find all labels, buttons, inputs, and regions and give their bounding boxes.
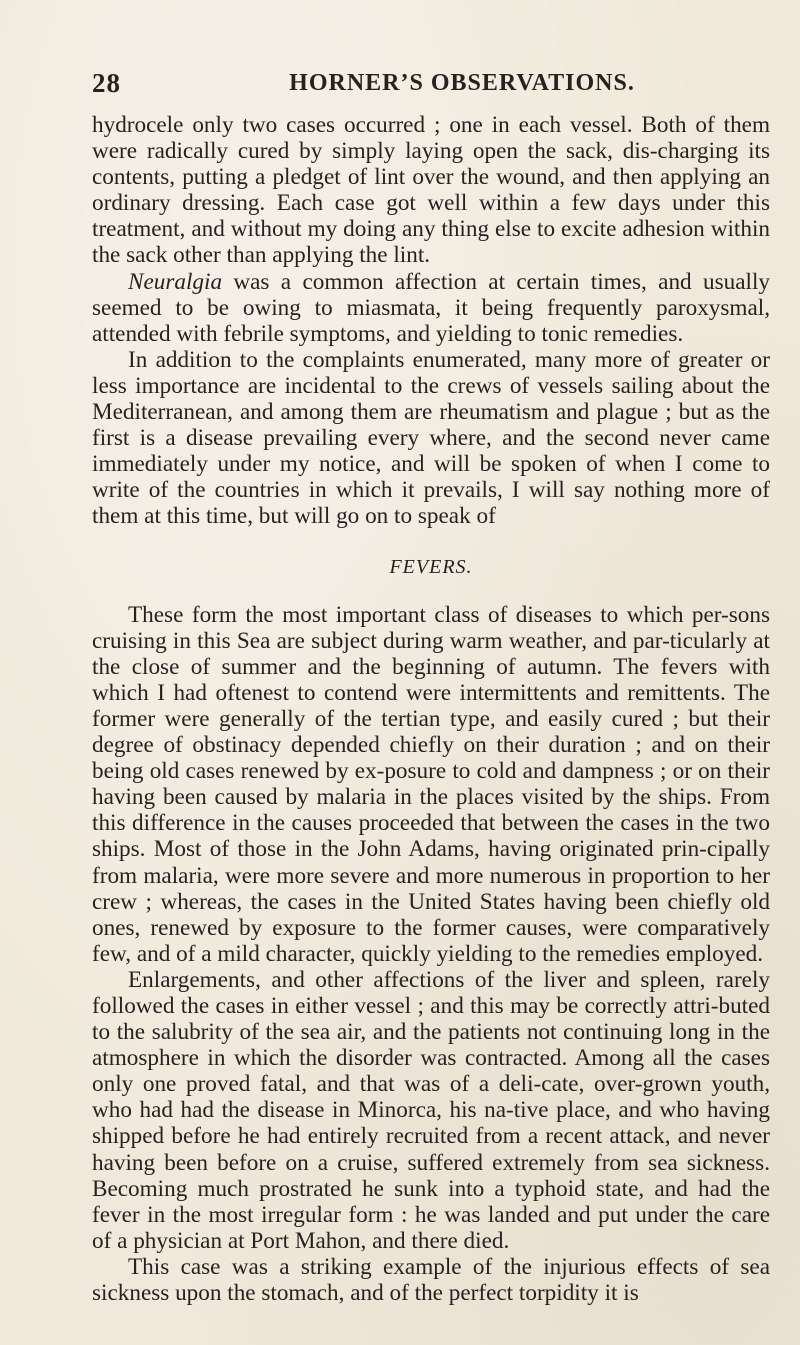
paragraph-neuralgia (92, 269, 770, 347)
running-title: HORNER’S OBSERVATIONS. (289, 70, 635, 96)
paragraph-other-complaints: In addition to the complaints enumerated, many more of greater or less importance are incidental to the crews of vessels sailing about the Mediterranean, and among them are rheumatism and plague ; but as the first is a disease prevailing every where, and the second never came immediately under my notice, and will be spoken of when I come to write of the countries in which it prevails, I will say nothing more of them at this time, but will go on to speak of (92, 346, 770, 530)
paragraph-sea-sickness: This case was a striking example of the injurious effects of sea sickness upon the stomach, and of the perfect torpidity it is (92, 1253, 770, 1307)
section-heading-text: FEVERS. (389, 555, 473, 578)
page-body (92, 112, 770, 1306)
paragraph-enlargements: Enlargements, and other affections of the liver and spleen, rarely followed the cases in either vessel ; and this may be correctly attri-buted to the salubrity of the sea air, and the patients not continuing long in the atmosphere in which the disorder was contracted. Among all the cases only one proved fatal, and that was of a deli-cate, over-grown youth, who had had the disease in Minorca, his na-tive place, and who having shipped before he had entirely recruited from a recent attack, and never having been before on a cruise, suffered extremely from sea sickness. Becoming much prostrated he sunk into a typhoid state, and had the fever in the most irregular form : he was landed and put under the care of a physician at Port Mahon, and there died. (92, 966, 770, 1254)
paragraph-fevers-intro: These form the most important class of diseases to which per-sons cruising in this Sea are subject during warm weather, and par-ticularly at the close of summer and the beginning of autumn. The fevers with which I had oftenest to contend were intermittents and remittents. The former were generally of the tertian type, and easily cured ; but their degree of obstinacy depended chiefly on their duration ; and on their being old cases renewed by ex-posure to cold and dampness ; or on their having been caused by malaria in the places visited by the ships. From this difference in the causes proceeded that between the cases in the two ships. Most of those in the John Adams, having originated prin-cipally from malaria, were more severe and more numerous in proportion to her crew ; whereas, the cases in the United States having been chiefly old ones, renewed by exposure to the former causes, were comparatively few, and of a mild character, quickly yielding to the remedies employed. (92, 601, 770, 967)
page-number: 28 (92, 68, 121, 98)
paragraph-neuralgia-text: was a common affection at certain times, and usually seemed to be owing to miasmata, it being frequently paroxysmal, attended with febrile symptoms, and yielding to tonic remedies. (92, 268, 770, 347)
page-header (92, 68, 772, 108)
paragraph-lead-term: Neuralgia (128, 268, 223, 295)
section-heading-fevers (92, 554, 770, 580)
paragraph-hydrocele: hydrocele only two cases occurred ; one in each vessel. Both of them were radically cured by simply laying open the sack, dis-charging its contents, putting a pledget of lint over the wound, and then applying an ordinary dressing. Each case got well within a few days under this treatment, and without my doing any thing else to excite adhesion within the sack other than applying the lint. (92, 112, 770, 269)
